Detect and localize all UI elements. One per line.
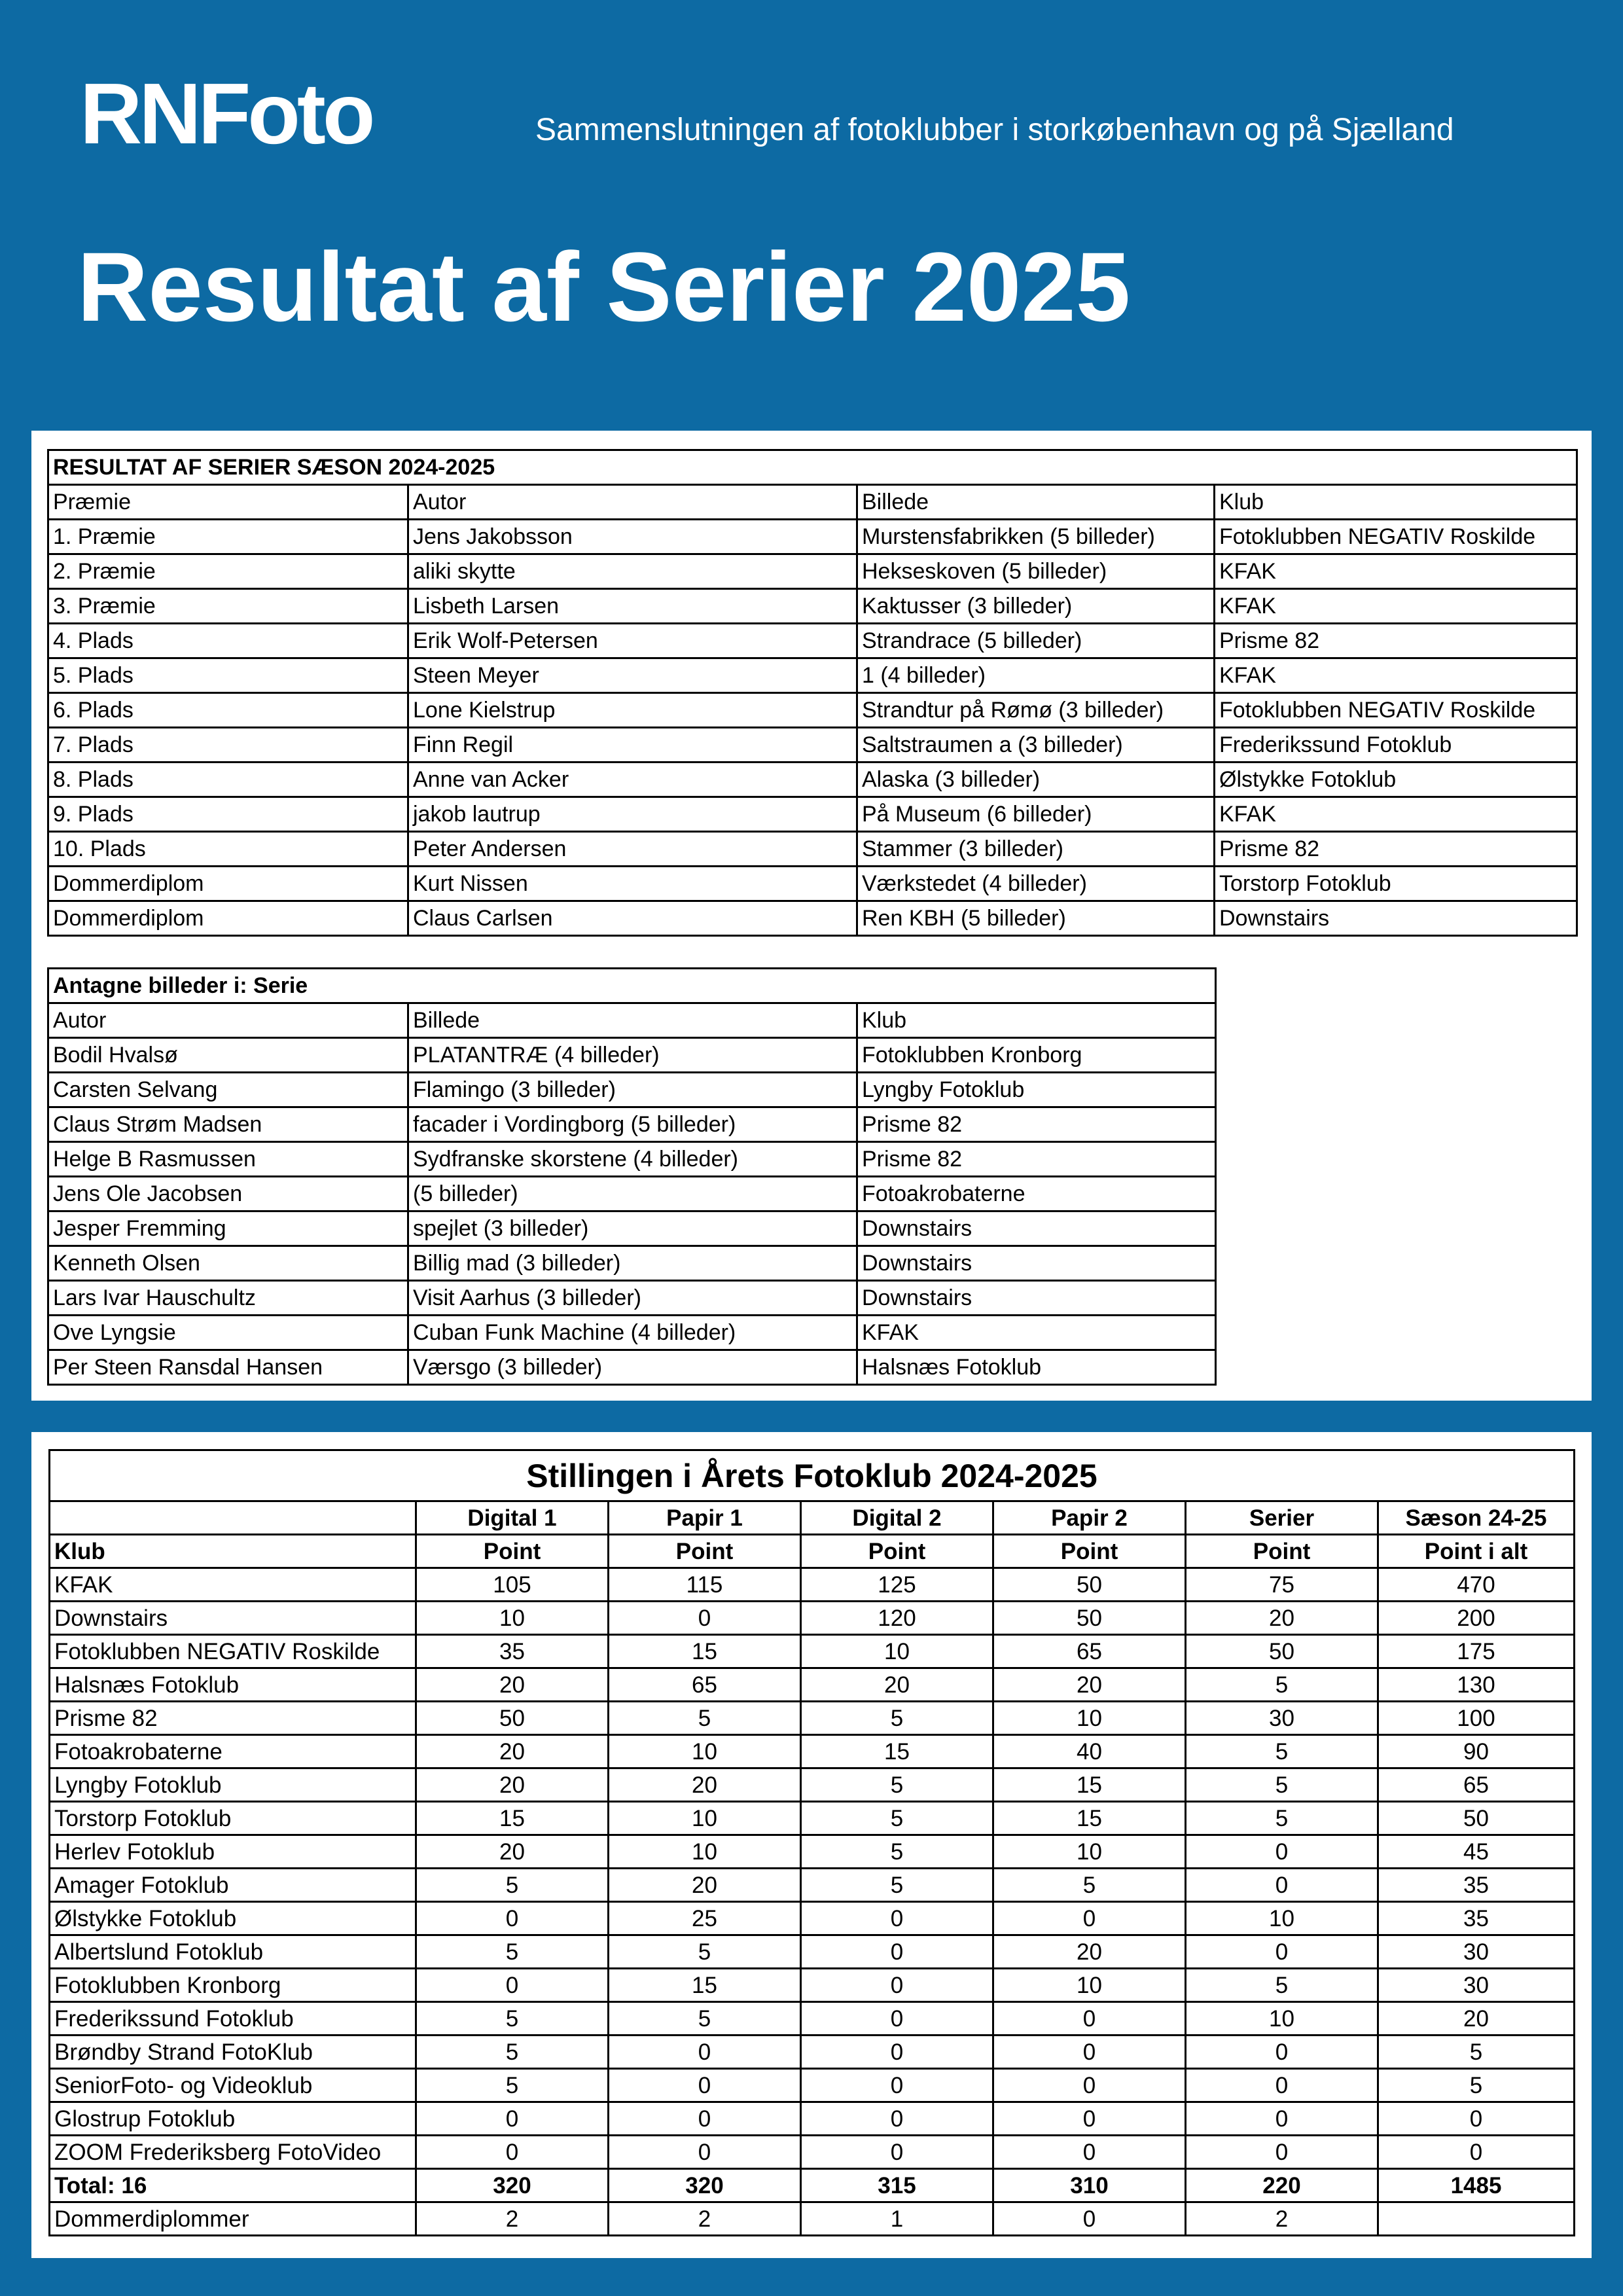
table-row [50, 1935, 1575, 1969]
serier-cell: 0 [1186, 2136, 1378, 2169]
author-cell: Anne van Acker [408, 762, 857, 797]
total-cell: 100 [1378, 1702, 1575, 1735]
table-row [50, 1902, 1575, 1935]
papir1-cell: 5 [609, 1702, 801, 1735]
table-row [48, 1350, 1216, 1385]
club-cell: Halsnæs Fotoklub [50, 1668, 416, 1702]
club-cell: Herlev Fotoklub [50, 1835, 416, 1869]
papir2-cell: 65 [993, 1635, 1186, 1668]
digital2-cell: 0 [801, 2102, 993, 2136]
table-row [48, 1177, 1216, 1211]
serier-cell: 10 [1186, 1902, 1378, 1935]
standings-table [48, 1449, 1575, 2236]
papir2-cell: 15 [993, 1768, 1186, 1802]
digital2-cell: 0 [801, 2036, 993, 2069]
prize-cell: Dommerdiplom [48, 867, 408, 901]
table-row [48, 867, 1577, 901]
table-cell: 2 [1186, 2202, 1378, 2236]
papir1-cell: 115 [609, 1568, 801, 1602]
papir1-cell: 20 [609, 1869, 801, 1902]
papir1-cell: 65 [609, 1668, 801, 1702]
author-cell: Bodil Hvalsø [48, 1038, 408, 1073]
serier-cell: 0 [1186, 1835, 1378, 1869]
total-cell: 45 [1378, 1835, 1575, 1869]
club-cell: Brøndby Strand FotoKlub [50, 2036, 416, 2069]
club-cell: KFAK [1215, 658, 1577, 693]
club-cell: Frederikssund Fotoklub [50, 2002, 416, 2036]
club-cell: Prisme 82 [1215, 624, 1577, 658]
table-row [50, 2136, 1575, 2169]
table-row [48, 832, 1577, 867]
column-header-praemie: Præmie [48, 485, 408, 520]
image-cell: Cuban Funk Machine (4 billeder) [408, 1316, 857, 1350]
papir2-cell: 0 [993, 2102, 1186, 2136]
serier-cell: 0 [1186, 1869, 1378, 1902]
digital1-cell: 20 [416, 1768, 609, 1802]
table-row [48, 1211, 1216, 1246]
papir1-cell: 0 [609, 2102, 801, 2136]
table-row [48, 1073, 1216, 1107]
table-row [50, 1735, 1575, 1768]
digital1-cell: 20 [416, 1835, 609, 1869]
digital1-cell: 5 [416, 2036, 609, 2069]
club-cell: Fotoklubben NEGATIV Roskilde [1215, 520, 1577, 554]
author-cell: jakob lautrup [408, 797, 857, 832]
club-cell: ZOOM Frederiksberg FotoVideo [50, 2136, 416, 2169]
table-cell: 320 [416, 2169, 609, 2202]
digital1-cell: 105 [416, 1568, 609, 1602]
serier-cell: 50 [1186, 1635, 1378, 1668]
table-row [48, 520, 1577, 554]
author-cell: Jens Ole Jacobsen [48, 1177, 408, 1211]
papir1-cell: 20 [609, 1768, 801, 1802]
papir2-cell: 0 [993, 2136, 1186, 2169]
table-row [50, 1768, 1575, 1802]
papir2-cell: 50 [993, 1602, 1186, 1635]
image-cell: Murstensfabrikken (5 billeder) [857, 520, 1215, 554]
digital2-cell: 15 [801, 1735, 993, 1768]
author-cell: Kenneth Olsen [48, 1246, 408, 1281]
papir1-cell: 10 [609, 1802, 801, 1835]
table-row [50, 1668, 1575, 1702]
results-title: RESULTAT AF SERIER SÆSON 2024-2025 [48, 450, 1577, 485]
papir2-cell: 40 [993, 1735, 1186, 1768]
author-cell: Peter Andersen [408, 832, 857, 867]
prize-cell: 7. Plads [48, 728, 408, 762]
accepted-header-row [48, 1003, 1216, 1038]
table-cell: Total: 16 [50, 2169, 416, 2202]
table-cell [1378, 2202, 1575, 2236]
table-cell: 310 [993, 2169, 1186, 2202]
table-row [50, 2036, 1575, 2069]
serier-cell: 30 [1186, 1702, 1378, 1735]
club-cell: SeniorFoto- og Videoklub [50, 2069, 416, 2102]
serier-cell: 5 [1186, 1768, 1378, 1802]
club-cell: KFAK [50, 1568, 416, 1602]
club-cell: KFAK [857, 1316, 1216, 1350]
author-cell: Finn Regil [408, 728, 857, 762]
author-cell: Jens Jakobsson [408, 520, 857, 554]
table-row [48, 728, 1577, 762]
table-row [50, 2069, 1575, 2102]
author-cell: Lisbeth Larsen [408, 589, 857, 624]
prize-cell: 5. Plads [48, 658, 408, 693]
digital1-cell: 5 [416, 2069, 609, 2102]
serier-cell: 0 [1186, 2069, 1378, 2102]
serier-cell: 0 [1186, 1935, 1378, 1969]
author-cell: Erik Wolf-Petersen [408, 624, 857, 658]
total-cell: 50 [1378, 1802, 1575, 1835]
club-cell: Prisme 82 [857, 1142, 1216, 1177]
papir2-cell: 15 [993, 1802, 1186, 1835]
image-cell: PLATANTRÆ (4 billeder) [408, 1038, 857, 1073]
results-title-row [48, 450, 1577, 485]
club-cell: Downstairs [857, 1211, 1216, 1246]
author-cell: Claus Strøm Madsen [48, 1107, 408, 1142]
image-cell: Saltstraumen a (3 billeder) [857, 728, 1215, 762]
papir1-cell: 0 [609, 1602, 801, 1635]
column-header-papir-1: Papir 1 [609, 1501, 801, 1535]
total-cell: 65 [1378, 1768, 1575, 1802]
table-row [48, 1107, 1216, 1142]
author-cell: Lone Kielstrup [408, 693, 857, 728]
total-cell: 35 [1378, 1869, 1575, 1902]
club-cell: Frederikssund Fotoklub [1215, 728, 1577, 762]
accepted-title: Antagne billeder i: Serie [48, 969, 1216, 1003]
digital2-cell: 0 [801, 1902, 993, 1935]
table-row [48, 658, 1577, 693]
digital1-cell: 20 [416, 1735, 609, 1768]
table-row [50, 1969, 1575, 2002]
table-row [48, 797, 1577, 832]
serier-cell: 5 [1186, 1969, 1378, 2002]
prize-cell: Dommerdiplom [48, 901, 408, 936]
club-cell: Prisme 82 [1215, 832, 1577, 867]
results-header-row [48, 485, 1577, 520]
digital2-cell: 20 [801, 1668, 993, 1702]
club-cell: KFAK [1215, 554, 1577, 589]
papir2-cell: 0 [993, 1902, 1186, 1935]
table-row [50, 1802, 1575, 1835]
table-row [48, 1038, 1216, 1073]
serier-cell: 0 [1186, 2102, 1378, 2136]
column-header-billede: Billede [857, 485, 1215, 520]
club-cell: Downstairs [857, 1246, 1216, 1281]
page-title: Resultat af Serier 2025 [77, 232, 1131, 342]
image-cell: Værkstedet (4 billeder) [857, 867, 1215, 901]
club-cell: Albertslund Fotoklub [50, 1935, 416, 1969]
table-row [48, 1281, 1216, 1316]
digital1-cell: 0 [416, 2102, 609, 2136]
club-cell: Prisme 82 [50, 1702, 416, 1735]
image-cell: (5 billeder) [408, 1177, 857, 1211]
club-cell: Fotoakrobaterne [50, 1735, 416, 1768]
digital2-cell: 0 [801, 1935, 993, 1969]
table-row [48, 1316, 1216, 1350]
prize-cell: 4. Plads [48, 624, 408, 658]
club-cell: Torstorp Fotoklub [1215, 867, 1577, 901]
column-header-point: Point [416, 1535, 609, 1568]
papir2-cell: 0 [993, 2069, 1186, 2102]
column-header-point: Point [993, 1535, 1186, 1568]
club-cell: Fotoklubben Kronborg [50, 1969, 416, 2002]
author-cell: Helge B Rasmussen [48, 1142, 408, 1177]
column-header-klub: Klub [857, 1003, 1216, 1038]
total-cell: 30 [1378, 1969, 1575, 2002]
club-cell: Lyngby Fotoklub [50, 1768, 416, 1802]
serier-cell: 20 [1186, 1602, 1378, 1635]
digital1-cell: 10 [416, 1602, 609, 1635]
column-header-papir-2: Papir 2 [993, 1501, 1186, 1535]
papir1-cell: 15 [609, 1969, 801, 2002]
club-cell: Lyngby Fotoklub [857, 1073, 1216, 1107]
digital2-cell: 0 [801, 2069, 993, 2102]
club-cell: Fotoklubben NEGATIV Roskilde [1215, 693, 1577, 728]
club-cell: Torstorp Fotoklub [50, 1802, 416, 1835]
serier-cell: 5 [1186, 1802, 1378, 1835]
papir1-cell: 0 [609, 2036, 801, 2069]
image-cell: Visit Aarhus (3 billeder) [408, 1281, 857, 1316]
digital2-cell: 120 [801, 1602, 993, 1635]
author-cell: Claus Carlsen [408, 901, 857, 936]
author-cell: Jesper Fremming [48, 1211, 408, 1246]
column-header-klub: Klub [50, 1535, 416, 1568]
author-cell: Kurt Nissen [408, 867, 857, 901]
total-cell: 20 [1378, 2002, 1575, 2036]
digital1-cell: 0 [416, 2136, 609, 2169]
image-cell: Strandtur på Rømø (3 billeder) [857, 693, 1215, 728]
column-header-point: Point [1186, 1535, 1378, 1568]
digital1-cell: 5 [416, 1935, 609, 1969]
club-cell: Downstairs [1215, 901, 1577, 936]
serier-cell: 75 [1186, 1568, 1378, 1602]
rnfoto-logo: RNFoto [80, 65, 372, 162]
club-cell: KFAK [1215, 797, 1577, 832]
prize-cell: 8. Plads [48, 762, 408, 797]
table-cell: 2 [609, 2202, 801, 2236]
table-row [48, 1142, 1216, 1177]
prize-cell: 10. Plads [48, 832, 408, 867]
column-header-saeson: Sæson 24-25 [1378, 1501, 1575, 1535]
table-cell: 220 [1186, 2169, 1378, 2202]
club-cell: Ølstykke Fotoklub [1215, 762, 1577, 797]
papir2-cell: 20 [993, 1668, 1186, 1702]
image-cell: Værsgo (3 billeder) [408, 1350, 857, 1385]
digital1-cell: 0 [416, 1969, 609, 2002]
image-cell: Hekseskoven (5 billeder) [857, 554, 1215, 589]
digital2-cell: 5 [801, 1702, 993, 1735]
image-cell: Ren KBH (5 billeder) [857, 901, 1215, 936]
author-cell: aliki skytte [408, 554, 857, 589]
papir1-cell: 0 [609, 2069, 801, 2102]
club-cell: Prisme 82 [857, 1107, 1216, 1142]
club-cell: Amager Fotoklub [50, 1869, 416, 1902]
club-cell: Fotoklubben NEGATIV Roskilde [50, 1635, 416, 1668]
total-cell: 35 [1378, 1902, 1575, 1935]
total-cell: 30 [1378, 1935, 1575, 1969]
standings-header-row-1 [50, 1501, 1575, 1535]
prize-cell: 3. Præmie [48, 589, 408, 624]
table-row [50, 1869, 1575, 1902]
column-header-autor: Autor [48, 1003, 408, 1038]
digital2-cell: 5 [801, 1802, 993, 1835]
image-cell: Kaktusser (3 billeder) [857, 589, 1215, 624]
table-row [48, 693, 1577, 728]
total-cell: 5 [1378, 2069, 1575, 2102]
digital1-cell: 0 [416, 1902, 609, 1935]
table-row [48, 901, 1577, 936]
table-row [48, 589, 1577, 624]
table-cell: 1485 [1378, 2169, 1575, 2202]
club-cell: Downstairs [50, 1602, 416, 1635]
club-cell: Downstairs [857, 1281, 1216, 1316]
author-cell: Steen Meyer [408, 658, 857, 693]
digital1-cell: 35 [416, 1635, 609, 1668]
table-cell: Dommerdiplommer [50, 2202, 416, 2236]
total-cell: 0 [1378, 2136, 1575, 2169]
club-cell: Glostrup Fotoklub [50, 2102, 416, 2136]
digital1-cell: 20 [416, 1668, 609, 1702]
digital2-cell: 0 [801, 2136, 993, 2169]
club-cell: Halsnæs Fotoklub [857, 1350, 1216, 1385]
table-cell: 2 [416, 2202, 609, 2236]
column-header-point: Point [801, 1535, 993, 1568]
papir1-cell: 10 [609, 1735, 801, 1768]
club-cell: Fotoklubben Kronborg [857, 1038, 1216, 1073]
table-row [48, 1246, 1216, 1281]
total-cell: 200 [1378, 1602, 1575, 1635]
image-cell: Strandrace (5 billeder) [857, 624, 1215, 658]
serier-cell: 10 [1186, 2002, 1378, 2036]
prize-cell: 1. Præmie [48, 520, 408, 554]
serier-cell: 5 [1186, 1735, 1378, 1768]
papir1-cell: 5 [609, 1935, 801, 1969]
accepted-title-row [48, 969, 1216, 1003]
table-row [50, 2002, 1575, 2036]
diplomas-row [50, 2202, 1575, 2236]
total-cell: 470 [1378, 1568, 1575, 1602]
standings-title-row [50, 1450, 1575, 1501]
accepted-table [47, 967, 1217, 1386]
table-cell: 1 [801, 2202, 993, 2236]
digital2-cell: 10 [801, 1635, 993, 1668]
papir2-cell: 10 [993, 1702, 1186, 1735]
prize-cell: 9. Plads [48, 797, 408, 832]
table-row [48, 762, 1577, 797]
papir2-cell: 50 [993, 1568, 1186, 1602]
club-cell: Ølstykke Fotoklub [50, 1902, 416, 1935]
prize-cell: 6. Plads [48, 693, 408, 728]
column-header-blank [50, 1501, 416, 1535]
image-cell: facader i Vordingborg (5 billeder) [408, 1107, 857, 1142]
club-cell: Fotoakrobaterne [857, 1177, 1216, 1211]
club-cell: KFAK [1215, 589, 1577, 624]
prize-cell: 2. Præmie [48, 554, 408, 589]
total-cell: 175 [1378, 1635, 1575, 1668]
image-cell: På Museum (6 billeder) [857, 797, 1215, 832]
image-cell: 1 (4 billeder) [857, 658, 1215, 693]
papir2-cell: 0 [993, 2036, 1186, 2069]
digital1-cell: 5 [416, 2002, 609, 2036]
results-table [47, 449, 1578, 937]
papir2-cell: 5 [993, 1869, 1186, 1902]
total-row [50, 2169, 1575, 2202]
image-cell: spejlet (3 billeder) [408, 1211, 857, 1246]
digital2-cell: 0 [801, 2002, 993, 2036]
standings-header-row-2 [50, 1535, 1575, 1568]
column-header-digital-2: Digital 2 [801, 1501, 993, 1535]
digital2-cell: 5 [801, 1869, 993, 1902]
tagline: Sammenslutningen af fotoklubber i storkøbenhavn og på Sjælland [535, 113, 1454, 147]
serier-cell: 5 [1186, 1668, 1378, 1702]
table-row [48, 554, 1577, 589]
results-panel [31, 431, 1592, 1401]
papir2-cell: 10 [993, 1835, 1186, 1869]
papir1-cell: 15 [609, 1635, 801, 1668]
papir2-cell: 20 [993, 1935, 1186, 1969]
column-header-digital-1: Digital 1 [416, 1501, 609, 1535]
total-cell: 0 [1378, 2102, 1575, 2136]
table-row [50, 1602, 1575, 1635]
digital2-cell: 5 [801, 1768, 993, 1802]
image-cell: Stammer (3 billeder) [857, 832, 1215, 867]
table-row [48, 624, 1577, 658]
digital2-cell: 5 [801, 1835, 993, 1869]
digital2-cell: 125 [801, 1568, 993, 1602]
papir1-cell: 25 [609, 1902, 801, 1935]
digital1-cell: 5 [416, 1869, 609, 1902]
table-row [50, 1835, 1575, 1869]
column-header-serier: Serier [1186, 1501, 1378, 1535]
author-cell: Lars Ivar Hauschultz [48, 1281, 408, 1316]
digital1-cell: 15 [416, 1802, 609, 1835]
author-cell: Per Steen Ransdal Hansen [48, 1350, 408, 1385]
column-header-klub: Klub [1215, 485, 1577, 520]
digital1-cell: 50 [416, 1702, 609, 1735]
total-cell: 90 [1378, 1735, 1575, 1768]
papir2-cell: 0 [993, 2002, 1186, 2036]
papir1-cell: 10 [609, 1835, 801, 1869]
column-header-billede: Billede [408, 1003, 857, 1038]
column-header-point-i-alt: Point i alt [1378, 1535, 1575, 1568]
standings-title: Stillingen i Årets Fotoklub 2024-2025 [50, 1450, 1575, 1501]
papir1-cell: 5 [609, 2002, 801, 2036]
table-row [50, 1702, 1575, 1735]
table-cell: 0 [993, 2202, 1186, 2236]
column-header-autor: Autor [408, 485, 857, 520]
author-cell: Ove Lyngsie [48, 1316, 408, 1350]
table-row [50, 1568, 1575, 1602]
standings-panel [31, 1432, 1592, 2258]
digital2-cell: 0 [801, 1969, 993, 2002]
serier-cell: 0 [1186, 2036, 1378, 2069]
table-cell: 320 [609, 2169, 801, 2202]
column-header-point: Point [609, 1535, 801, 1568]
table-row [50, 2102, 1575, 2136]
total-cell: 130 [1378, 1668, 1575, 1702]
table-row [50, 1635, 1575, 1668]
papir2-cell: 10 [993, 1969, 1186, 2002]
total-cell: 5 [1378, 2036, 1575, 2069]
image-cell: Sydfranske skorstene (4 billeder) [408, 1142, 857, 1177]
image-cell: Flamingo (3 billeder) [408, 1073, 857, 1107]
papir1-cell: 0 [609, 2136, 801, 2169]
image-cell: Alaska (3 billeder) [857, 762, 1215, 797]
image-cell: Billig mad (3 billeder) [408, 1246, 857, 1281]
author-cell: Carsten Selvang [48, 1073, 408, 1107]
table-cell: 315 [801, 2169, 993, 2202]
